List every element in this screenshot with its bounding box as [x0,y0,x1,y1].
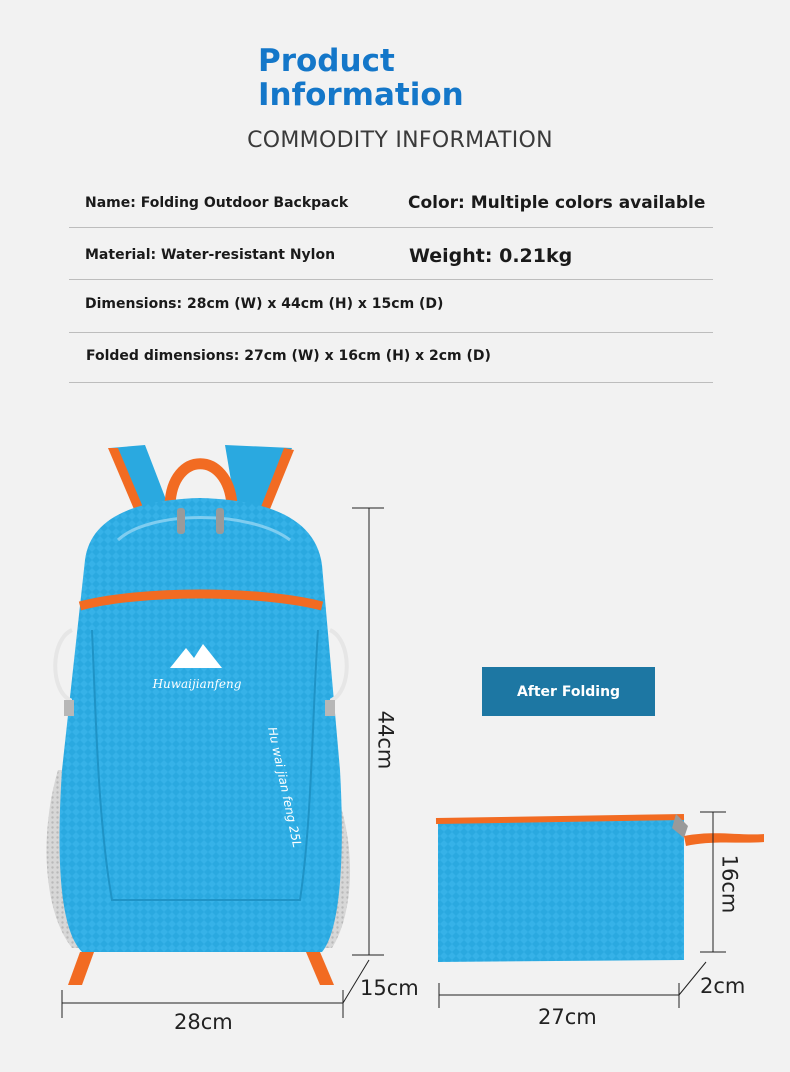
backpack-width-label: 28cm [174,1010,233,1034]
bottom-strap-right [306,952,334,985]
spec-material: Material: Water-resistant Nylon [85,247,336,263]
backpack-depth-label: 15cm [360,976,419,1000]
folded-pouch-image [436,814,764,962]
pouch-height-label: 16cm [717,854,742,914]
zipper-pull-left [177,508,185,534]
spec-dimensions: Dimensions: 28cm (W) x 44cm (H) x 15cm (D) [85,296,444,312]
pouch-depth-label: 2cm [700,974,746,998]
pouch-zipper-trim [436,817,684,821]
backpack-body [59,498,341,952]
zipper-pull-right [216,508,224,534]
pouch-width-label: 27cm [538,1005,597,1029]
backpack-logo-text: Huwaijianfeng [152,677,242,691]
title-line-1: Product [258,43,395,79]
page-subtitle: COMMODITY INFORMATION [247,128,553,153]
after-folding-label: After Folding [482,667,655,716]
backpack-side-text: Hu wai jian feng 25L [265,725,305,849]
spec-color: Color: Multiple colors available [408,193,706,213]
bottom-strap-left [68,952,94,985]
pouch-body [438,818,684,962]
spec-weight: Weight: 0.21kg [409,245,573,267]
spec-folded-dimensions: Folded dimensions: 27cm (W) x 16cm (H) x 2cm (D) [86,348,491,364]
backpack-image [46,445,350,985]
spec-name: Name: Folding Outdoor Backpack [85,195,349,211]
pouch-wrist-strap [684,833,764,846]
backpack-height-label: 44cm [373,710,398,770]
title-line-2: Information [258,77,464,113]
